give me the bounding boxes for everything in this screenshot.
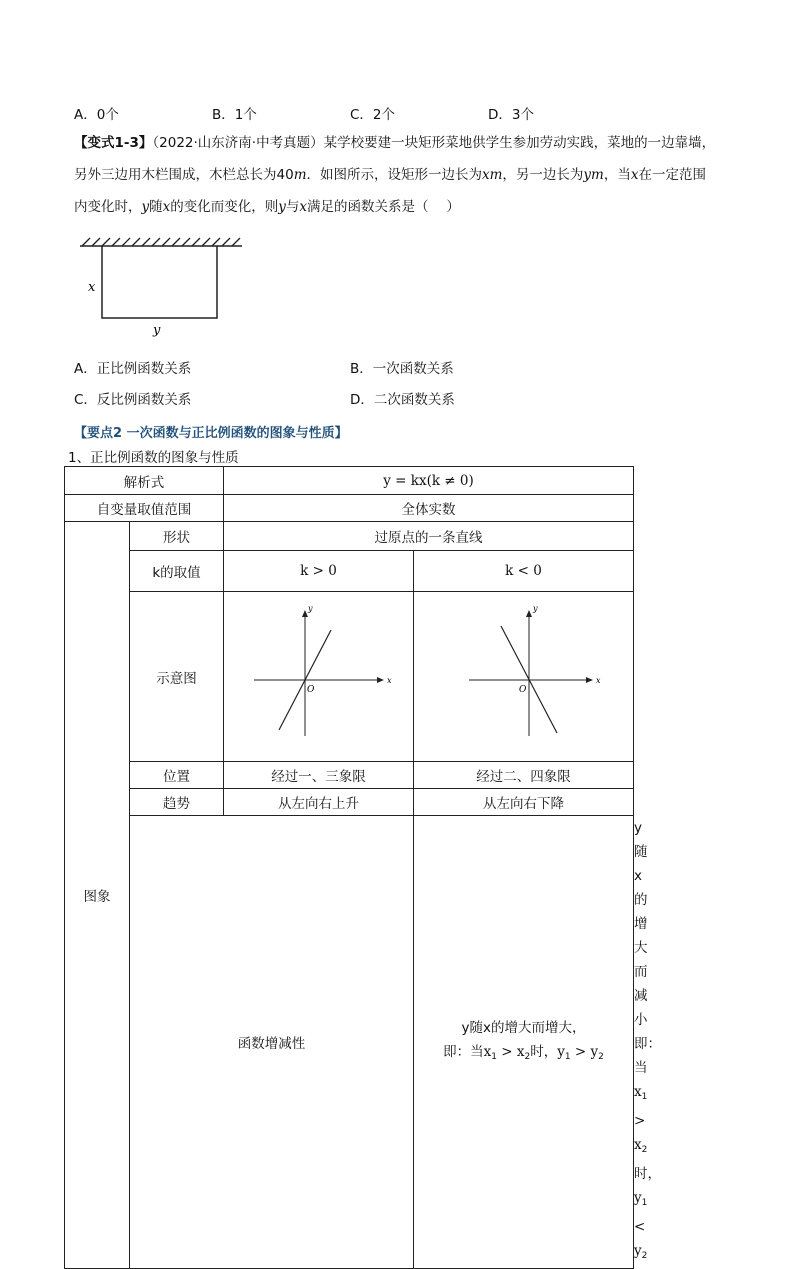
question-unit: m [293, 167, 307, 183]
question-text: 与 [285, 199, 300, 215]
choice-c: C．反比例函数关系 [74, 392, 192, 408]
question-var: x [630, 167, 639, 183]
mono-var: x [634, 1084, 642, 1100]
sketch-positive-cell [224, 592, 414, 762]
mono-sub: 2 [641, 1251, 648, 1261]
expression-value: y = kx(k ≠ 0) [224, 467, 634, 495]
origin-label: O [306, 684, 314, 695]
x-axis-label: x [595, 675, 601, 685]
mono-var: y [634, 1243, 642, 1259]
mono-var: x [516, 1043, 525, 1060]
mono-var: y [634, 1190, 642, 1206]
question-var: x [162, 199, 171, 215]
row-label-shape: 形状 [130, 522, 224, 551]
question-text: ，当 [603, 167, 631, 183]
mono-sub: 1 [491, 1051, 497, 1062]
y-axis-label: y [532, 603, 538, 613]
question-var: xm [482, 167, 503, 183]
question-var: x [299, 199, 308, 215]
question-text: 内变化时， [74, 199, 142, 215]
option-b: B．1个 [212, 107, 257, 123]
domain-value: 全体实数 [224, 495, 634, 522]
mono-text: 时， [634, 1166, 662, 1182]
k-positive: k > 0 [224, 551, 414, 592]
position-negative: 经过二、四象限 [414, 762, 634, 789]
option-d: D．3个 [488, 107, 534, 123]
question-line-2 [74, 165, 734, 185]
option-c: C．2个 [350, 107, 396, 123]
trend-positive: 从左向右上升 [224, 789, 414, 816]
mono-var: x [634, 1137, 642, 1153]
mono-text: 即：当 [443, 1043, 484, 1060]
mono-sub: 1 [641, 1092, 648, 1102]
mono-sub: 2 [641, 1145, 648, 1155]
mono-text: 时， [530, 1043, 558, 1060]
origin-label: O [518, 684, 526, 695]
figure-y-label: y [153, 323, 161, 338]
figure-x-label: x [88, 280, 96, 295]
table-row [65, 789, 634, 816]
fence-rectangle [102, 246, 217, 318]
row-label-domain: 自变量取值范围 [65, 495, 224, 522]
question-var: y [278, 199, 286, 215]
row-label-graph: 图象 [65, 522, 130, 1269]
question-text: ．如图所示，设矩形一边长为 [306, 167, 482, 183]
table-row: 函数增减性 y随x的增大而增大， 即：当$x_1 > x_2$时，$y_1 > y_2$ y随x的增大而减小 即：当$x_1 > x_2$时，$y_1 < y_2$ [65, 816, 634, 1269]
position-positive: 经过一、三象限 [224, 762, 414, 789]
k-negative: k < 0 [414, 551, 634, 592]
x-axis-label: x [386, 675, 392, 685]
shape-value: 过原点的一条直线 [224, 522, 634, 551]
question-var: ym [583, 167, 604, 183]
question-text: 的变化而变化，则 [170, 199, 279, 215]
y-axis-arrow [526, 610, 532, 617]
y-axis-label: y [307, 603, 313, 613]
question-var: y [141, 199, 150, 215]
monotonicity-positive-line2 [414, 1040, 633, 1069]
mono-text: 即：当 [634, 1036, 662, 1076]
question-text: 在一定范围 [638, 167, 706, 183]
mono-op: > [634, 1113, 646, 1129]
mono-sub: 2 [598, 1051, 604, 1062]
monotonicity-positive [414, 816, 634, 1269]
row-label-position: 位置 [130, 762, 224, 789]
previous-options [74, 103, 734, 123]
choice-b: B．一次函数关系 [350, 361, 454, 377]
question-text-1: 某学校要建一块矩形菜地供学生参加劳动实践，菜地的一边靠墙， [323, 135, 716, 151]
table-row [65, 495, 634, 522]
mono-var: y [557, 1043, 565, 1060]
wall-hatching [82, 238, 240, 246]
x-axis-arrow [377, 677, 384, 683]
table-row [65, 467, 634, 495]
option-a: A．0个 [74, 107, 119, 123]
sketch-negative-cell [414, 592, 634, 762]
mono-op: > [496, 1043, 517, 1060]
table-row [65, 522, 634, 551]
table-row [65, 592, 634, 762]
mono-var: y [590, 1043, 599, 1060]
question-source: （2022·山东济南·中考真题） [152, 135, 324, 151]
question-tag: 【变式1-3】 [74, 135, 153, 151]
mono-sub: 1 [641, 1198, 648, 1208]
question-text: 满足的函数关系是（ ） [307, 199, 460, 215]
row-label-sketch: 示意图 [130, 592, 224, 762]
x-axis-arrow [586, 677, 593, 683]
question-text: 随 [149, 199, 163, 215]
mono-op: > [570, 1043, 591, 1060]
choice-d: D．二次函数关系 [350, 392, 455, 408]
question-number: 40 [276, 167, 294, 183]
sketch-negative [449, 600, 599, 750]
section-heading: 【要点2 一次函数与正比例函数的图象与性质】 [74, 426, 348, 441]
mono-var: x [483, 1043, 492, 1060]
monotonicity-positive-line1: y随x的增大而增大， [461, 1019, 586, 1036]
table-row [65, 762, 634, 789]
row-label-k: k的取值 [130, 551, 224, 592]
wall-rectangle-figure [72, 232, 252, 342]
row-label-expression: 解析式 [65, 467, 224, 495]
question-line-3 [74, 197, 734, 217]
choice-a: A．正比例函数关系 [74, 361, 192, 377]
mono-sub: 2 [524, 1051, 531, 1062]
question-line-1 [74, 133, 734, 153]
properties-table [64, 466, 662, 1269]
trend-negative: 从左向右下降 [414, 789, 634, 816]
mono-op: < [634, 1219, 646, 1235]
sub-heading: 1、正比例函数的图象与性质 [68, 450, 239, 466]
row-label-trend: 趋势 [130, 789, 224, 816]
row-label-monotonicity: 函数增减性 [130, 816, 414, 1269]
mono-sub: 1 [564, 1051, 571, 1062]
sketch-positive [244, 600, 394, 750]
question-text: 另外三边用木栏围成，木栏总长为 [74, 167, 277, 183]
question-text: ，另一边长为 [502, 167, 584, 183]
table-row [65, 551, 634, 592]
